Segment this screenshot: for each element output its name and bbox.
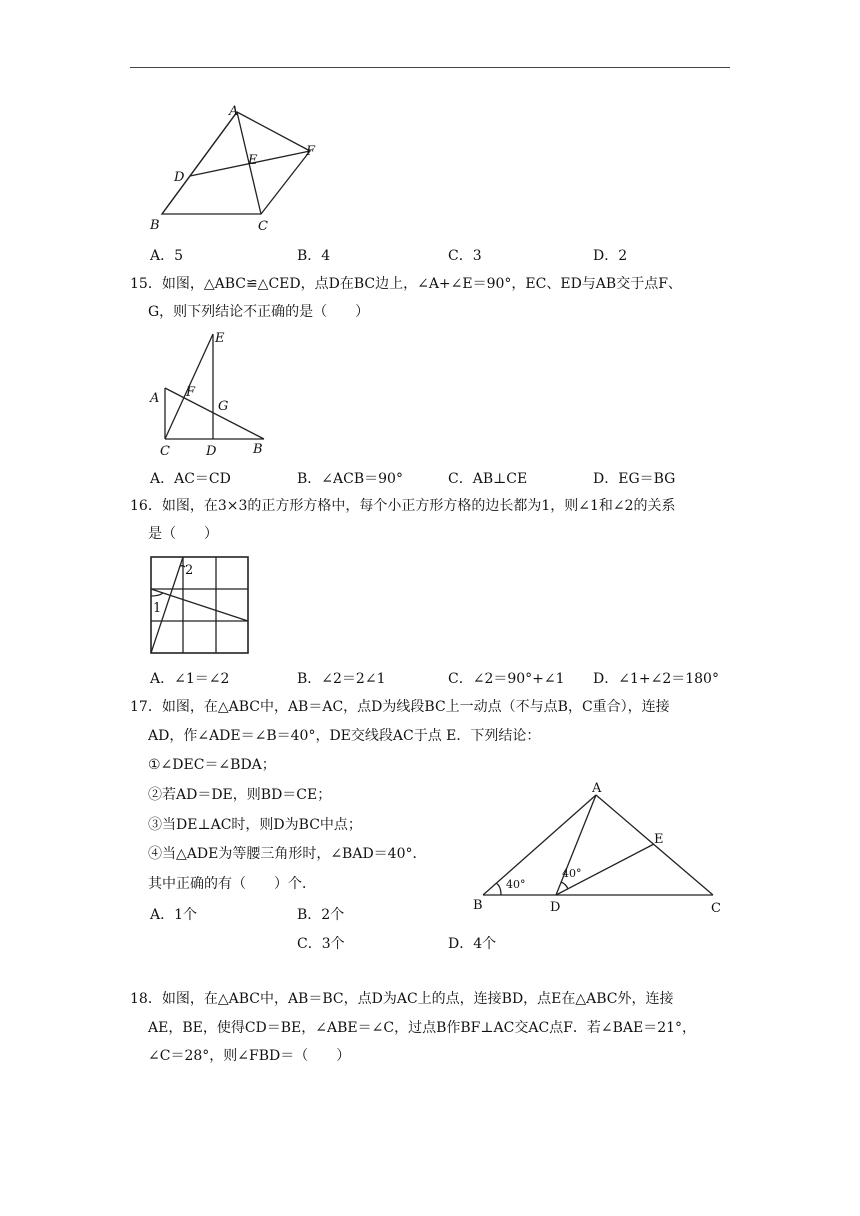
q15-option-b[interactable]: B．∠ACB＝90° [297,471,403,487]
segment-AB [483,795,596,895]
label-G: G [218,399,229,414]
q15-option-c[interactable]: C．AB⊥CE [448,471,528,487]
q17-item-3: ③当DE⊥AC时，则D为BC中点； [148,817,362,833]
segment-AB [165,388,264,439]
q17-item-2: ②若AD＝DE，则BD＝CE； [148,787,332,803]
q15-text-line2: G，则下列结论不正确的是（ ） [148,304,370,320]
segment-AB [162,112,237,214]
q16-option-a[interactable]: A．∠1＝∠2 [150,671,230,687]
label-B: B [150,218,160,233]
figure-q14 [140,98,330,238]
q14-option-c[interactable]: C．3 [448,248,482,264]
q16-text-line1: 16．如图，在3×3的正方形方格中，每个小正方形方格的边长都为1，则∠1和∠2的关系 [130,498,676,514]
label-E: E [248,153,258,168]
q18-text-line2: AE，BE，使得CD＝BE，∠ABE＝∠C，过点B作BF⊥AC交AC点F．若∠BAE＝21°， [148,1020,697,1036]
figure-q17 [468,778,733,918]
q15-text-line1: 15．如图，△ABC≌△CED，点D在BC边上，∠A+∠E＝90°，EC、ED与AB交于点F、 [130,276,682,292]
q17-text-line2: AD，作∠ADE＝∠B＝40°，DE交线段AC于点 E．下列结论： [148,728,541,744]
diagonal-shallow [151,589,248,621]
q16-text-line2: 是（ ） [148,526,218,542]
label-B: B [253,442,263,457]
q17-item-1: ①∠DEC＝∠BDA； [148,757,276,773]
label-F: F [186,385,196,400]
q16-option-b[interactable]: B．∠2＝2∠1 [297,671,386,687]
q18-text-line1: 18．如图，在△ABC中，AB＝BC，点D为AC上的点，连接BD，点E在△ABC外，连接 [130,991,674,1007]
q17-option-d[interactable]: D．4个 [448,936,497,952]
q14-option-a[interactable]: A．5 [150,248,184,264]
q15-option-d[interactable]: D．EG＝BG [593,471,676,487]
label-D: D [206,444,217,459]
label-angle-2: 2 [185,563,194,578]
label-C: C [711,901,721,916]
label-A: A [592,781,602,796]
figure-q15 [140,328,280,463]
label-D: D [174,170,185,185]
q17-text-line1: 17．如图，在△ABC中，AB＝AC，点D为线段BC上一动点（不与点B，C重合），连接 [130,699,670,715]
q14-option-b[interactable]: B．4 [297,248,331,264]
label-E: E [215,331,225,346]
q14-option-d[interactable]: D．2 [593,248,628,264]
q17-question: 其中正确的有（ ）个． [148,876,316,892]
label-C: C [160,444,170,459]
segment-AD [556,795,596,895]
header-rule [130,67,730,68]
parallelogram-shape [162,112,310,214]
q16-option-c[interactable]: C．∠2＝90°+∠1 [448,671,565,687]
label-angle-1: 1 [153,601,162,616]
label-B: B [473,898,483,913]
label-D: D [550,900,561,915]
q17-option-b[interactable]: B．2个 [297,907,345,923]
q15-option-a[interactable]: A．AC＝CD [150,471,231,487]
label-E: E [654,832,664,847]
angle-B-arc [496,883,501,895]
q17-option-c[interactable]: C．3个 [297,936,345,952]
angle-1-arc [151,593,163,596]
angle-D-arc [561,882,568,889]
label-angle-B: 40° [506,878,526,891]
label-F: F [306,144,316,159]
q18-text-line3: ∠C＝28°，则∠FBD＝（ ） [148,1048,351,1064]
q16-option-d[interactable]: D．∠1+∠2＝180° [593,671,719,687]
label-A: A [150,391,160,406]
figure-q16 [145,552,255,657]
label-C: C [258,219,268,234]
label-A: A [229,104,239,119]
q17-item-4: ④当△ADE为等腰三角形时，∠BAD＝40°． [148,846,427,862]
q17-option-a[interactable]: A．1个 [150,907,198,923]
label-angle-D: 40° [562,867,582,880]
